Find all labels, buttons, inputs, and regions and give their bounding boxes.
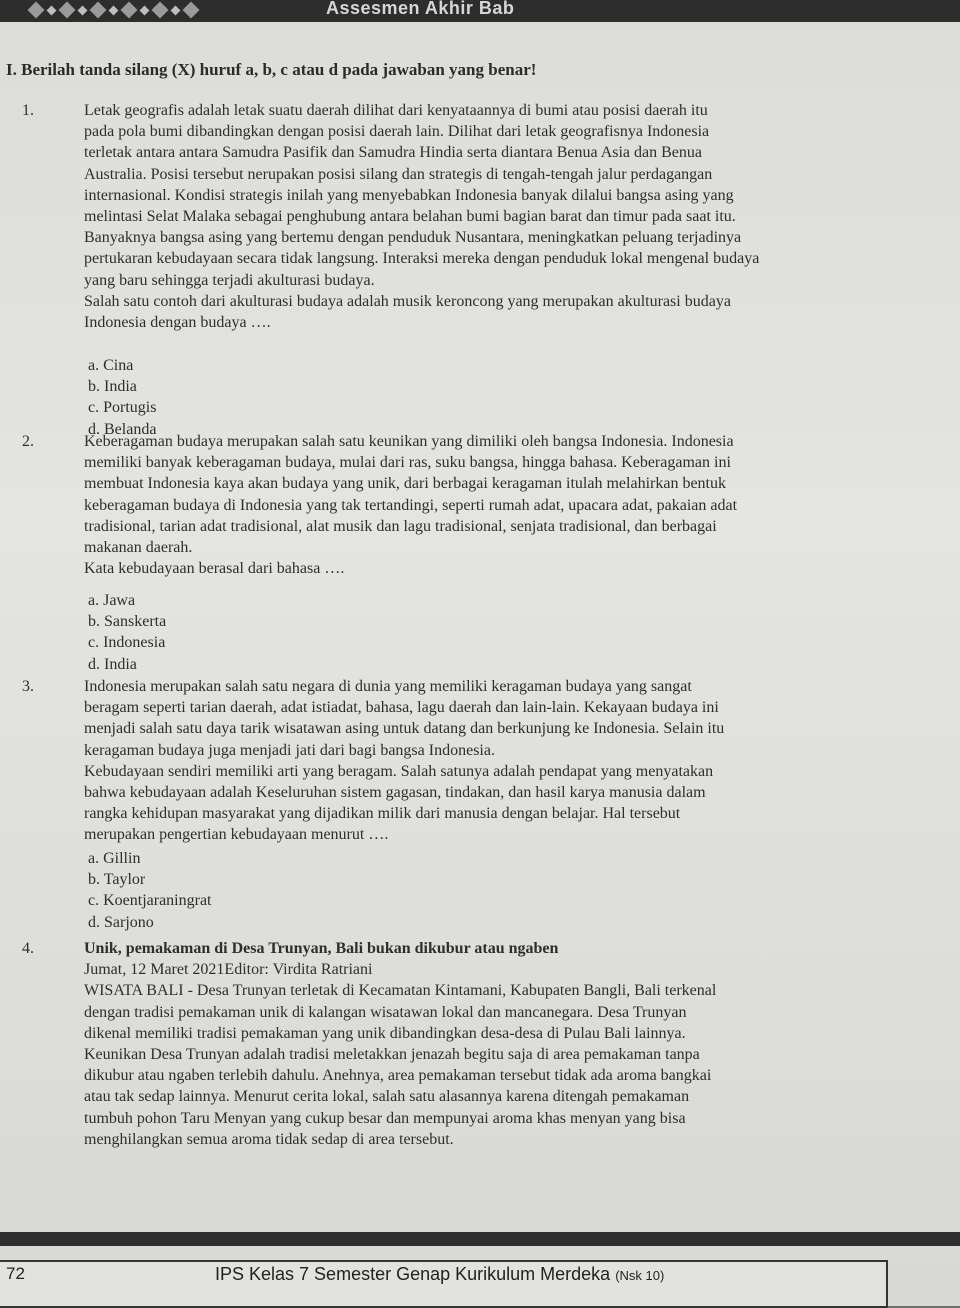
text-line: tradisional, tarian adat tradisional, alat musik dan lagu tradisional, senjata tradisional, dan berbagai [84,517,717,535]
text-line: keberagaman budaya di Indonesia yang tak tertandingi, seperti rumah adat, upacara adat, pakaian adat [84,496,738,514]
question-text [84,938,932,1150]
footer-code: (Nsk 10) [615,1268,665,1283]
article-title: Unik, pemakaman di Desa Trunyan, Bali bukan dikubur atau ngaben [84,940,559,957]
text-line: Letak geografis adalah letak suatu daerah dilihat dari kenyataannya di bumi atau posisi daerah itu [84,102,708,119]
question-number: 4. [22,940,34,957]
text-line: memiliki banyak keberagaman budaya, mulai dari ras, suku bangsa, hingga bahasa. Keberagaman ini [84,454,731,472]
text-line: WISATA BALI - Desa Trunyan terletak di Kecamatan Kintamani, Kabupaten Bangli, Bali terkenal [84,982,717,1000]
text-line: Jumat, 12 Maret 2021Editor: Virdita Ratriani [84,961,373,979]
question-number: 1. [22,102,34,119]
question-text [84,431,932,579]
option-b[interactable]: b. Sanskerta [88,613,167,631]
option-c[interactable]: c. Koentjaraningrat [88,892,212,910]
text-line: dikubur atau ngaben terlebih dahulu. Anehnya, area pemakaman tersebut tidak ada aroma bangkai [84,1067,712,1085]
question-text [84,100,932,333]
option-a[interactable]: a. Gillin [88,850,141,867]
text-line: rangka kehidupan masyarakat yang dijadikan milik dari manusia dengan belajar. Hal tersebut [84,805,681,823]
footer-rule [0,1232,960,1246]
text-line: makanan daerah. [84,539,193,557]
text-line: Indonesia dengan budaya …. [84,314,271,332]
text-line: membuat Indonesia kaya akan budaya yang unik, dari berbagai keragaman itulah melahirkan bentuk [84,475,726,493]
text-line: pada pola bumi dibandingkan dengan posisi daerah lain. Dilihat dari letak geografisnya Indonesia [84,123,710,141]
options-q1 [88,355,960,440]
text-line: dikenal memiliki tradisi pemakaman yang unik dibandingkan desa-desa di Pulau Bali lainnya. [84,1024,686,1042]
option-c[interactable]: c. Indonesia [88,634,166,652]
header-title: Assesmen Akhir Bab [326,0,515,18]
text-line: atau tak sedap lainnya. Menurut cerita lokal, salah satu alasannya karena ditengah pemakaman [84,1088,690,1106]
text-line: beragam seperti tarian daerah, adat istiadat, bahasa, lagu daerah dan lain-lain. Kekayaan budaya ini [84,699,719,717]
text-line: melintasi Selat Malaka sebagai penghubung antara belahan bumi bagian barat dan timur pada saat itu. [84,208,736,226]
text-line: Australia. Posisi tersebut nerupakan posisi silang dan strategis di tengah-tengah jalur perdagangan [84,165,713,183]
options-q2 [88,590,960,675]
text-line: bahwa kebudayaan adalah Keseluruhan sistem gagasan, tindakan, dan hasil karya manusia dalam [84,784,706,802]
option-d[interactable]: d. India [88,655,137,673]
text-line: menjadi salah satu daya tarik wisatawan asing untuk datang dan berkunjung ke Indonesia. Selain itu [84,720,725,738]
option-d[interactable]: d. Sarjono [88,913,154,931]
text-line: yang baru sehingga terjadi akulturasi budaya. [84,271,375,289]
header-bar [0,0,960,22]
text-line: Keberagaman budaya merupakan salah satu keunikan yang dimiliki oleh bangsa Indonesia. Indonesia [84,433,734,450]
header-decoration-icon [30,3,197,17]
option-d[interactable]: d. Belanda [88,420,157,438]
text-line: dengan tradisi pemakaman unik di kalangan wisatawan lokal dan mancanegara. Desa Trunyan [84,1003,687,1021]
option-a[interactable]: a. Jawa [88,592,136,609]
option-b[interactable]: b. Taylor [88,871,146,889]
text-line: pertukaran kebudayaan secara tidak langsung. Interaksi mereka dengan penduduk lokal mengenal budaya [84,250,760,268]
option-a[interactable]: a. Cina [88,357,134,374]
question-text [84,676,932,846]
text-line: terletak antara antara Samudra Pasifik dan Samudra Hindia serta diantara Benua Asia dan Benua [84,144,702,162]
text-line: Kata kebudayaan berasal dari bahasa …. [84,560,345,578]
option-b[interactable]: b. India [88,378,137,396]
text-line: Indonesia merupakan salah satu negara di dunia yang memiliki keragaman budaya yang sangat [84,678,692,695]
text-line: internasional. Kondisi strategis inilah yang menyebabkan Indonesia banyak dilalui bangsa asing yang [84,186,734,204]
question-number: 2. [22,433,34,450]
text-line: Kebudayaan sendiri memiliki arti yang beragam. Salah satunya adalah pendapat yang menyatakan [84,762,714,780]
text-line: Salah satu contoh dari akulturasi budaya adalah musik keroncong yang merupakan akulturasi budaya [84,292,731,310]
text-line: tumbuh pohon Taru Menyan yang cukup besar dan mempunyai aroma khas menyan yang bisa [84,1109,686,1127]
text-line: Banyaknya bangsa asing yang bertemu dengan penduduk Nusantara, meningkatkan peluang terjadinya [84,229,742,247]
section-instruction: I. Berilah tanda silang (X) huruf a, b, c atau d pada jawaban yang benar! [6,60,537,79]
footer-title [215,1264,664,1285]
options-q3 [88,848,960,933]
text-line: keragaman budaya juga menjadi jati dari bagi bangsa Indonesia. [84,741,495,759]
footer-title-text: IPS Kelas 7 Semester Genap Kurikulum Merdeka [215,1264,611,1284]
text-line: merupakan pengertian kebudayaan menurut …. [84,826,389,844]
option-c[interactable]: c. Portugis [88,399,157,417]
question-number: 3. [22,678,34,695]
text-line: Keunikan Desa Trunyan adalah tradisi meletakkan jenazah begitu saja di area pemakaman tanpa [84,1046,700,1064]
page-number: 72 [6,1264,25,1283]
text-line: menghilangkan semua aroma tidak sedap di area tersebut. [84,1130,454,1148]
